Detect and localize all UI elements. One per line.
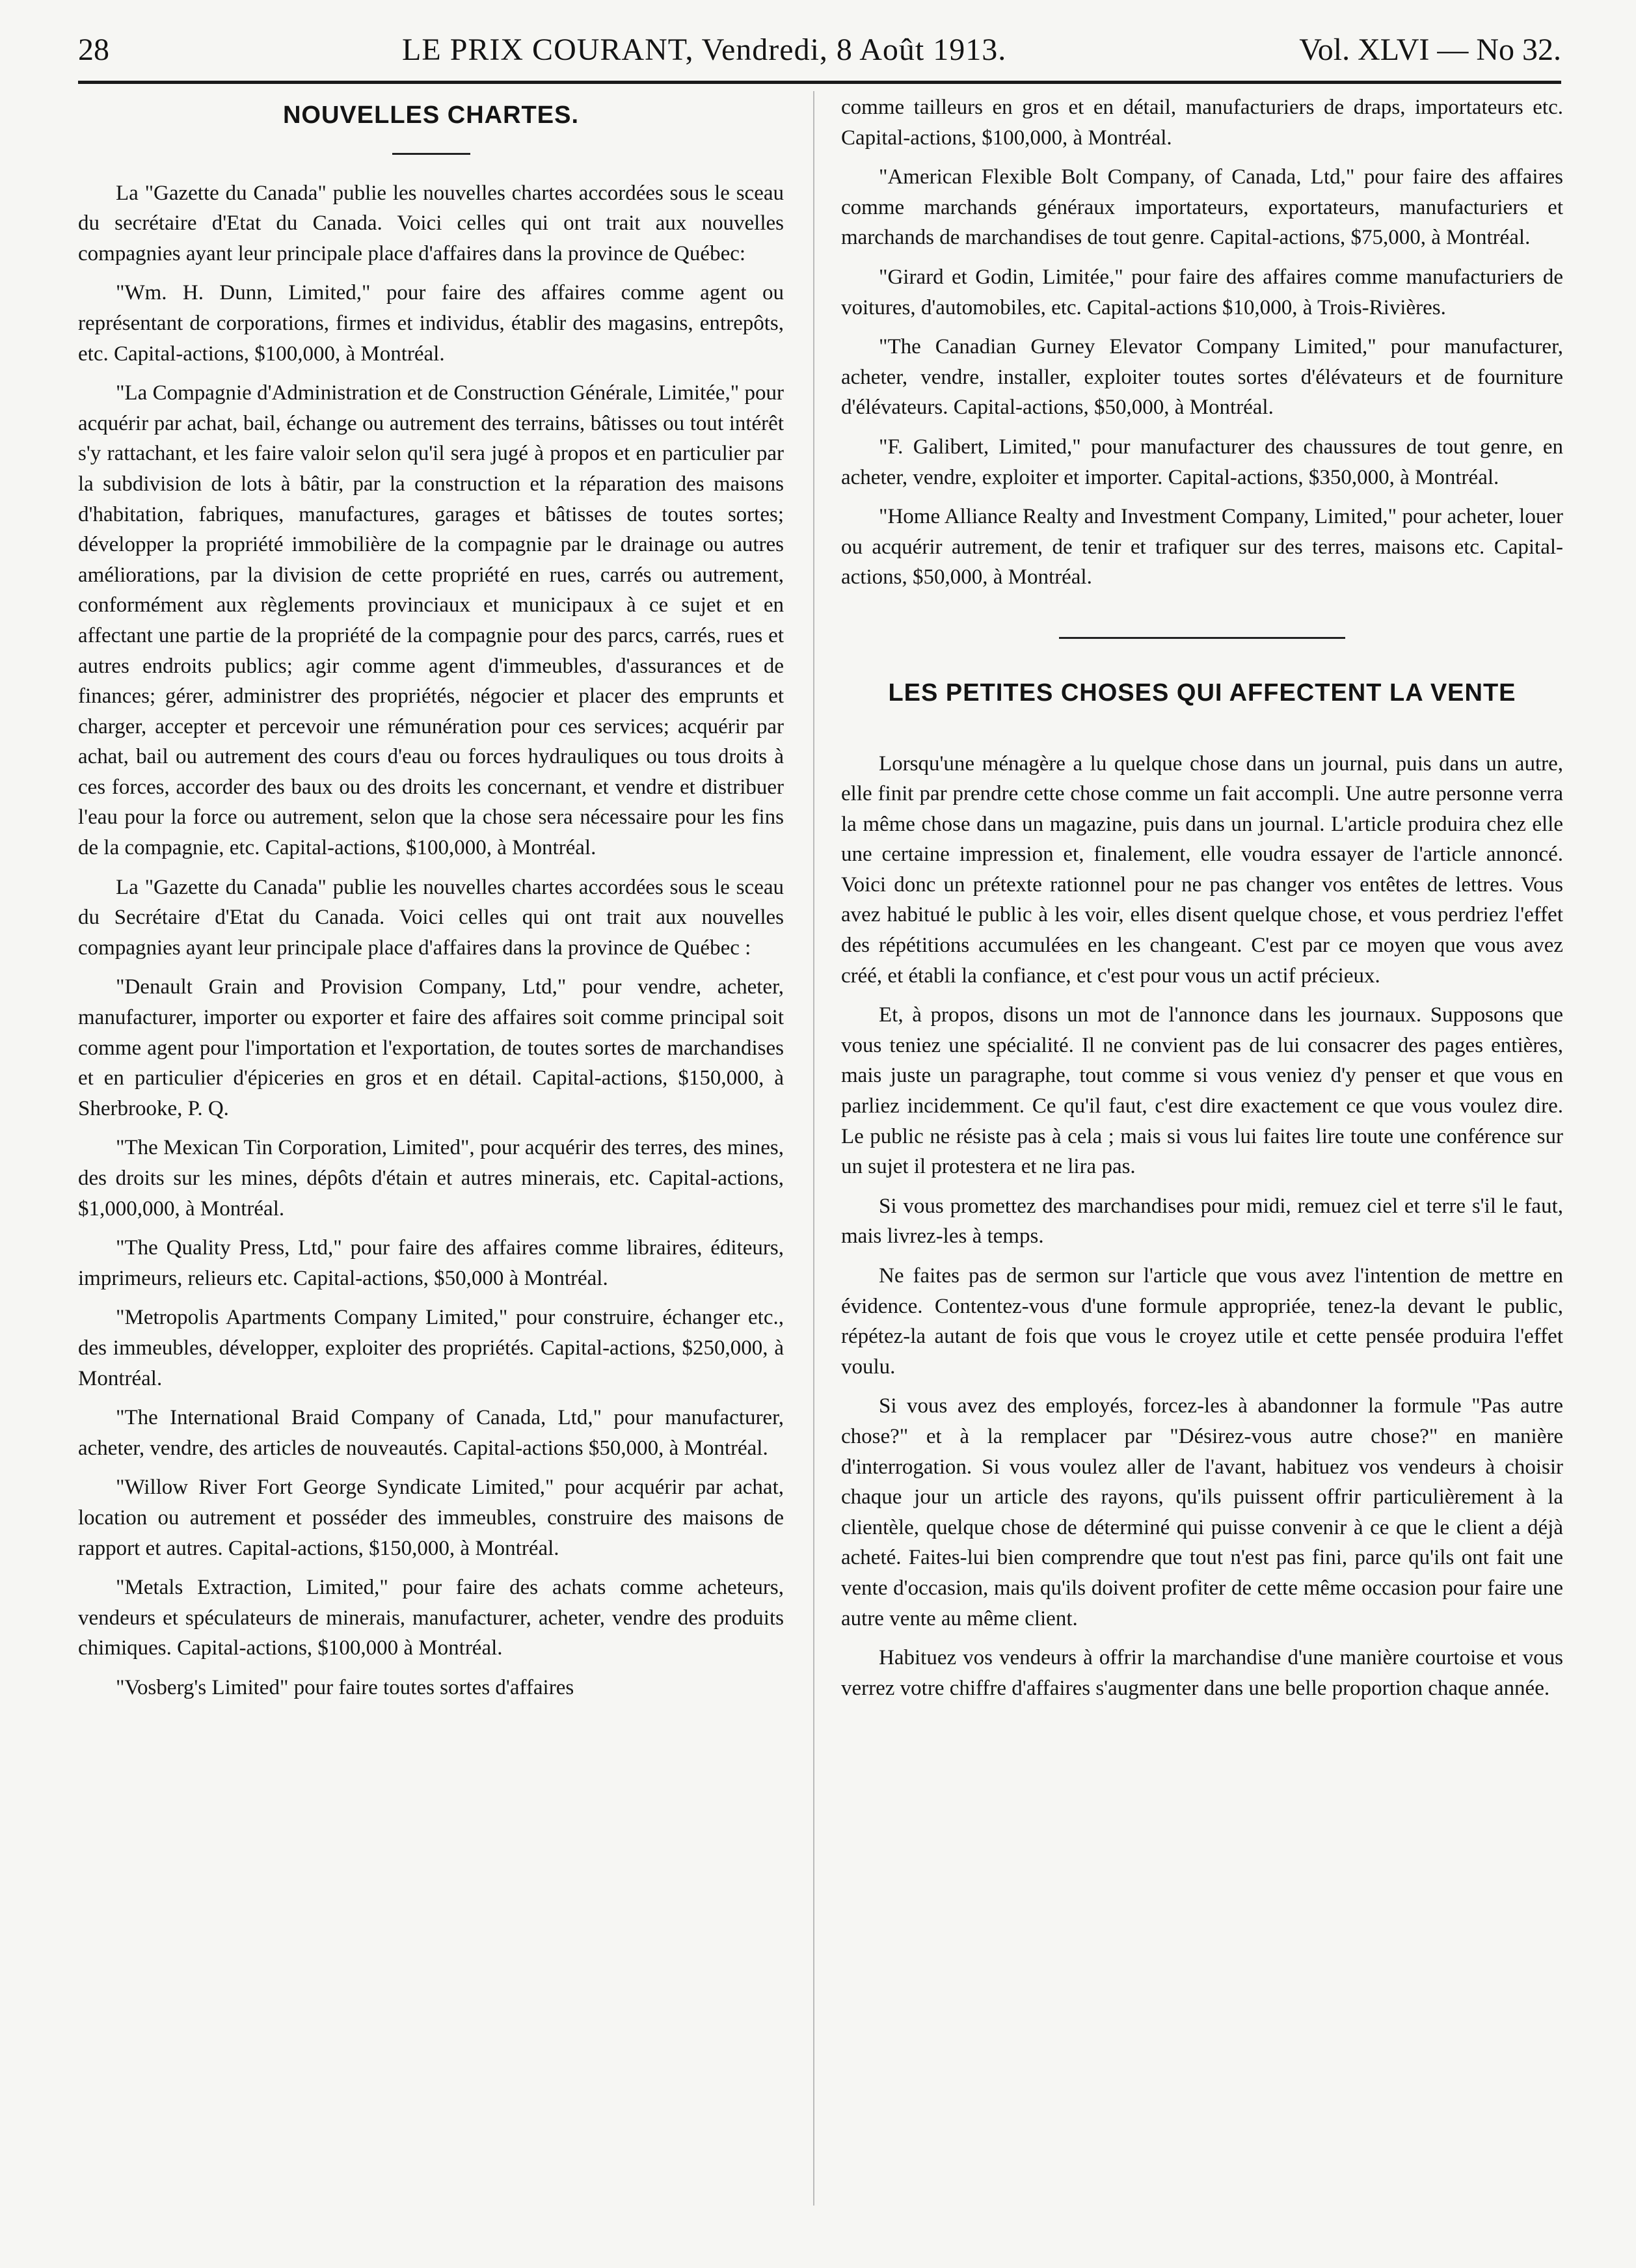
paragraph: "Wm. H. Dunn, Limited," pour faire des affaires comme agent ou représentant de corporations, firmes et individus, établir des magasins, entrepôts, etc. Capital-actions, $100,000, à Montréal.: [78, 281, 784, 366]
header-rule: [78, 81, 1561, 84]
paragraph: "Girard et Godin, Limitée," pour faire des affaires comme manufacturiers de voitures, d'automobiles, etc. Capital-actions $10,000, à Trois-Rivières.: [841, 265, 1563, 319]
article-heading-petites-choses: LES PETITES CHOSES QUI AFFECTENT LA VENTE: [888, 679, 1516, 707]
article-heading-nouvelles-chartes: NOUVELLES CHARTES.: [282, 101, 580, 129]
paragraph: "The Canadian Gurney Elevator Company Limited," pour manufacturer, acheter, vendre, installer, exploiter toutes sortes d'élévateurs et de fourniture d'élévateurs. Capital-actions, $50,000, à Montréal.: [841, 335, 1563, 420]
page-number: 28: [78, 32, 109, 67]
paragraph: Si vous avez des employés, forcez-les à abandonner la formule "Pas autre chose?" et à la remplacer par "Désirez-vous autre chose?" en manière d'interrogation. Si vous voulez aller de l'avant, habituez vos vendeurs à choisir chaque jour un article des rayons, qu'ils puissent offrir particulièrement à la clientèle, quelque chose de déterminé qui puisse convenir à ce que le client a déjà acheté. Faites-lui bien comprendre que tout n'est pas fini, parce qu'ils ont fait une vente d'occasion, mais qu'ils doivent profiter de cette même occasion pour faire une autre vente au même client.: [841, 1394, 1563, 1630]
paragraph: "The Quality Press, Ltd," pour faire des affaires comme libraires, éditeurs, imprimeurs, relieurs etc. Capital-actions, $50,000 à Montréal.: [78, 1236, 784, 1290]
right-column: [841, 92, 1563, 1712]
left-column: [78, 92, 784, 1712]
paragraph: "Home Alliance Realty and Investment Company, Limited," pour acheter, louer ou acquérir autrement, de tenir et trafiquer sur des terres, maisons etc. Capital-actions, $50,000, à Montréal.: [841, 505, 1563, 589]
paragraph: Si vous promettez des marchandises pour midi, remuez ciel et terre s'il le faut, mais livrez-les à temps.: [841, 1194, 1563, 1249]
paragraph: "Willow River Fort George Syndicate Limited," pour acquérir par achat, location ou autrement et posséder des immeubles, construire des maisons de rapport et autres. Capital-actions, $150,000, à Montréal.: [78, 1476, 784, 1560]
page-header: [78, 23, 1561, 75]
paragraph: "Metropolis Apartments Company Limited," pour construire, échanger etc., des immeubles, développer, exploiter des propriétés. Capital-actions, $250,000, à Montréal.: [78, 1306, 784, 1390]
paragraph: "Vosberg's Limited" pour faire toutes sortes d'affaires: [116, 1675, 574, 1699]
column-divider: [813, 91, 814, 2206]
paragraph: Habituez vos vendeurs à offrir la marchandise d'une manière courtoise et vous verrez votre chiffre d'affaires s'augmenter dans une belle proportion chaque année.: [841, 1646, 1563, 1700]
paragraph: "Denault Grain and Provision Company, Ltd," pour vendre, acheter, manufacturer, importer ou exporter et faire des affaires soit comme principal soit comme agent pour l'importation et l'exportation, de toutes sortes de marchandises et en particulier d'épiceries en gros et en détail. Capital-actions, $150,000, à Sherbrooke, P. Q.: [78, 975, 784, 1120]
paragraph: "The Mexican Tin Corporation, Limited", pour acquérir des terres, des mines, des droits sur les mines, dépôts d'étain et autres minerais, etc. Capital-actions, $1,000,000, à Montréal.: [78, 1136, 784, 1221]
volume-number: Vol. XLVI — No 32.: [1299, 32, 1561, 67]
paragraph: La "Gazette du Canada" publie les nouvelles chartes accordées sous le sceau du secrétaire d'Etat du Canada. Voici celles qui ont trait aux nouvelles compagnies ayant leur principale place d'affaires dans la province de Québec:: [78, 181, 784, 265]
paragraph: La "Gazette du Canada" publie les nouvelles chartes accordées sous le sceau du Secrétaire d'Etat du Canada. Voici celles qui ont trait aux nouvelles compagnies ayant leur principale place d'affaires dans la province de Québec :: [78, 875, 784, 960]
paragraph: "American Flexible Bolt Company, of Canada, Ltd," pour faire des affaires comme marchands généraux importateurs, exportateurs, manufacturiers et marchands de marchandises de tout genre. Capital-actions, $75,000, à Montréal.: [841, 165, 1563, 250]
paragraph: Et, à propos, disons un mot de l'annonce dans les journaux. Supposons que vous teniez une spécialité. Il ne convient pas de lui consacrer des pages entières, mais juste un paragraphe, tout comme si vous veniez d'y penser et que vous en parliez incidemment. Ce qu'il faut, c'est dire exactement ce que vous voulez dire. Le public ne résiste pas à cela ; mais si vous lui faites lire toute une conférence sur un sujet il protestera et ne lira pas.: [841, 1003, 1563, 1179]
paragraph: Lorsqu'une ménagère a lu quelque chose dans un journal, puis dans un autre, elle finit par prendre cette chose comme un fait accompli. Une autre personne verra la même chose dans un magazine, puis dans un journal. L'article produira chez elle une certaine impression et, finalement, elle voudra essayer de l'article annoncé. Voici donc un prétexte rationnel pour ne pas changer vos entêtes de lettres. Vous avez habitué le public à les voir, elles disent quelque chose, et vous perdriez l'effet des répétitions accumulées en les changeant. C'est par ce moyen que vous avez créé, et établi la confiance, et c'est pour vous un actif précieux.: [841, 751, 1563, 988]
paragraph: Ne faites pas de sermon sur l'article que vous avez l'intention de mettre en évidence. Contentez-vous d'une formule appropriée, tenez-la devant le public, répétez-la autant de fois que vous le croyez utile et cette pensée produira l'effet voulu.: [841, 1264, 1563, 1379]
paragraph: "F. Galibert, Limited," pour manufacturer des chaussures de tout genre, en acheter, vendre, exploiter et importer. Capital-actions, $350,000, à Montréal.: [841, 435, 1563, 489]
paragraph: "Metals Extraction, Limited," pour faire des achats comme acheteurs, vendeurs et spéculateurs de minerais, manufacturer, acheter, vendre des produits chimiques. Capital-actions, $100,000 à Montréal.: [78, 1576, 784, 1660]
paragraph: "The International Braid Company of Canada, Ltd," pour manufacturer, acheter, vendre, des articles de nouveautés. Capital-actions $50,000, à Montréal.: [78, 1406, 784, 1460]
section-rule: [1059, 637, 1345, 639]
masthead-title: LE PRIX COURANT, Vendredi, 8 Août 1913.: [402, 32, 1007, 67]
paragraph-continued: comme tailleurs en gros et en détail, manufacturiers de draps, importateurs etc. Capital-actions, $100,000, à Montréal.: [841, 96, 1563, 150]
paragraph: "La Compagnie d'Administration et de Construction Générale, Limitée," pour acquérir par achat, bail, échange ou autrement des terrains, bâtisses ou tout intérêt s'y rattachant, et les faire valoir selon qu'il sera jugé à propos et en particulier par la subdivision de lots à bâtir, par la construction et la réparation des maisons d'habitation, fabriques, manufactures, garages et bâtisses de toutes sortes; développer la propriété immobilière de la compagnie par le drainage ou autres améliorations, par la division de cette propriété en rues, carrés ou autrement, conformément aux règlements provinciaux et municipaux à ce sujet et en affectant une partie de la propriété de la compagnie pour des parcs, carrés, rues et autres endroits publics; agir comme agent d'immeubles, d'assurances et de finances; gérer, administrer des propriétés, négocier et placer des emprunts et charger, accepter et percevoir une rémunération pour ces services; acquérir par achat, bail ou autrement des cours d'eau ou forces hydrauliques ou tous droits à ces forces, accorder des baux ou des droits les concernant, et vendre et distribuer l'eau pour la force ou autrement, selon que la chose sera nécessaire pour les fins de la compagnie, etc. Capital-actions, $100,000, à Montréal.: [78, 381, 784, 860]
heading-rule: [392, 153, 470, 155]
